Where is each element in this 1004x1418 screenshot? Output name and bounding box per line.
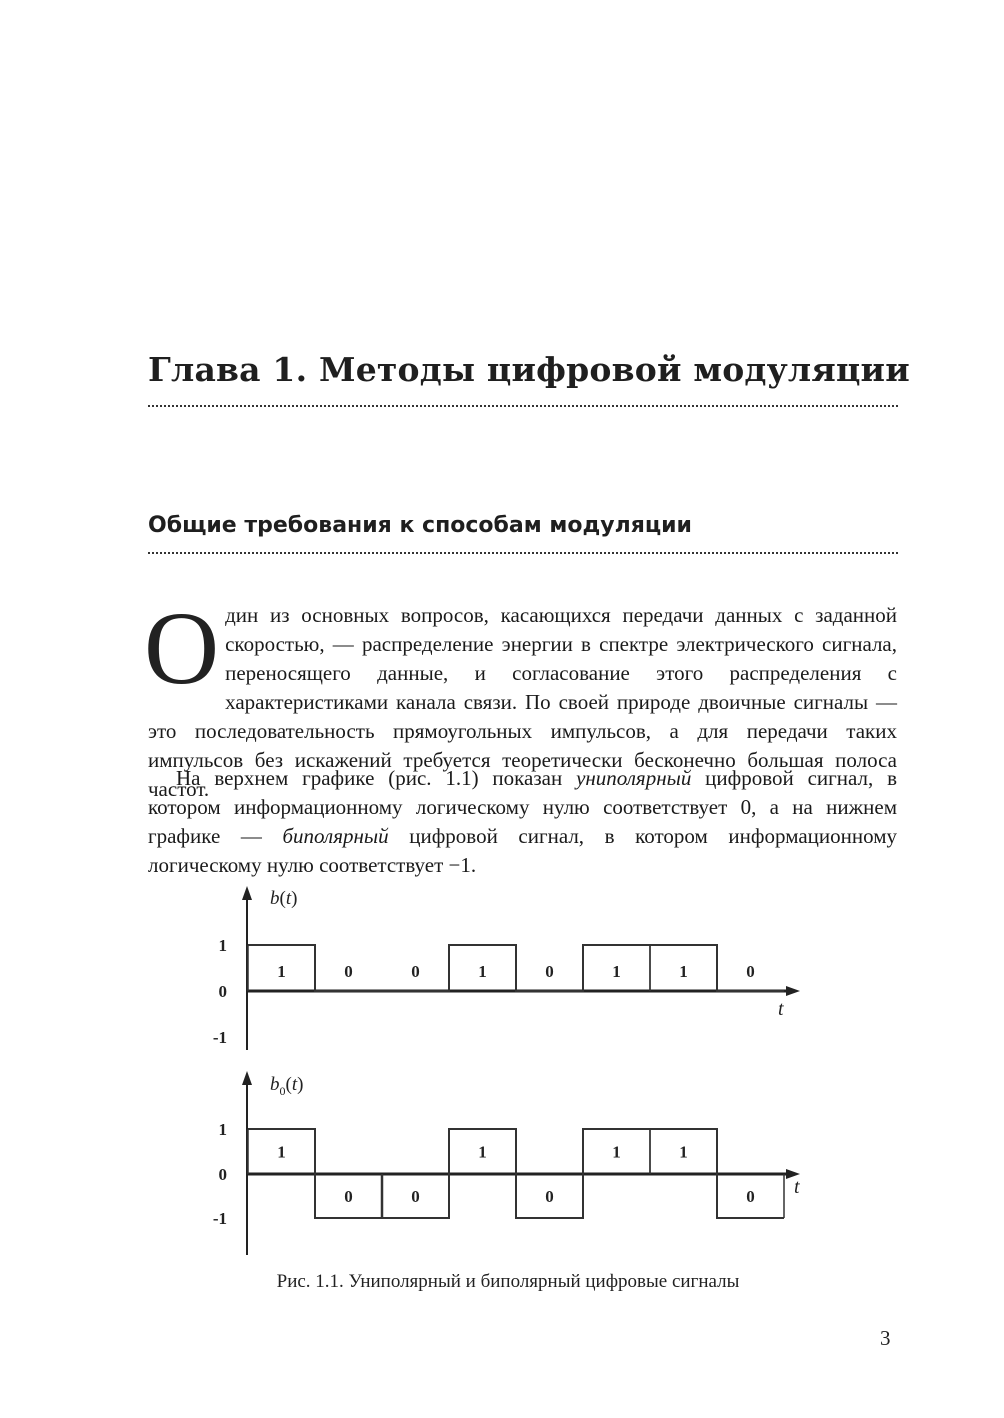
bit-label: 1 [612, 1142, 621, 1162]
paragraph-2-text-a: На верхнем графике (рис. 1.1) показан [176, 766, 577, 790]
page-number: 3 [880, 1326, 891, 1350]
figure-caption: Рис. 1.1. Униполярный и биполярный цифровые сигналы [276, 1271, 740, 1292]
bit-label: 1 [679, 1142, 688, 1162]
bit-label: 0 [746, 962, 755, 981]
bit-label: 1 [478, 1142, 487, 1162]
signal-figure [200, 880, 820, 1270]
y-tick-label: -1 [212, 1209, 227, 1228]
bit-label: 0 [411, 1187, 420, 1206]
bit-label: 1 [679, 962, 688, 981]
bit-label: 0 [545, 962, 554, 981]
bit-label: 1 [277, 1142, 286, 1162]
bit-label: 0 [746, 1187, 755, 1206]
y-tick-label: 0 [218, 982, 227, 1001]
bit-label: 1 [478, 962, 487, 981]
y-axis-arrow [242, 1071, 252, 1085]
section-divider [148, 552, 898, 554]
signal-chart-1 [213, 886, 800, 1050]
bit-label: 1 [277, 962, 286, 981]
chapter-divider [148, 405, 898, 407]
chapter-title: Глава 1. Методы цифровой модуляции [148, 350, 910, 389]
x-axis-label: t [778, 998, 784, 1020]
bit-label: 0 [545, 1187, 554, 1206]
bit-label: 0 [344, 962, 353, 981]
y-tick-label: 1 [218, 1120, 227, 1139]
y-tick-label: 1 [218, 936, 227, 955]
bit-label: 0 [411, 962, 420, 981]
paragraph-1-text: дин из основных вопросов, касающихся передачи данных с заданной скоростью, — распределение энергии в спектре электрического сигнала, переносящего данные, и согласование этого распределения с характеристиками канала связи. По своей природе двоичные сигналы — это последовательность прямоугольных импульсов, а для передачи таких импульсов без искажений требуется теоретически бесконечно большая полоса частот. [148, 603, 897, 801]
signal-chart-2 [213, 1071, 800, 1255]
term-unipolar: униполярный [576, 766, 692, 790]
y-axis-arrow [242, 886, 252, 900]
bit-label: 0 [344, 1187, 353, 1206]
y-axis-label: b(t) [270, 888, 298, 909]
x-axis-label: t [794, 1176, 800, 1198]
paragraph-2-text-c: цифровой сигнал, в котором информационному логическому нулю соответствует −1. [148, 824, 898, 877]
y-tick-label: 0 [218, 1165, 227, 1184]
y-tick-label: -1 [212, 1028, 227, 1047]
y-axis-label: $b_0(t)$ [270, 1074, 304, 1098]
paragraph-2-text-b: цифровой сигнал, в котором информационному логическому нулю соответствует 0, а на нижнем графике — [148, 766, 897, 848]
drop-cap: О [144, 591, 220, 706]
term-bipolar: биполярный [282, 824, 389, 848]
bit-label: 1 [612, 962, 621, 981]
x-axis-arrow [786, 986, 800, 996]
paragraph-2 [148, 764, 897, 880]
section-title: Общие требования к способам модуляции [148, 513, 692, 538]
